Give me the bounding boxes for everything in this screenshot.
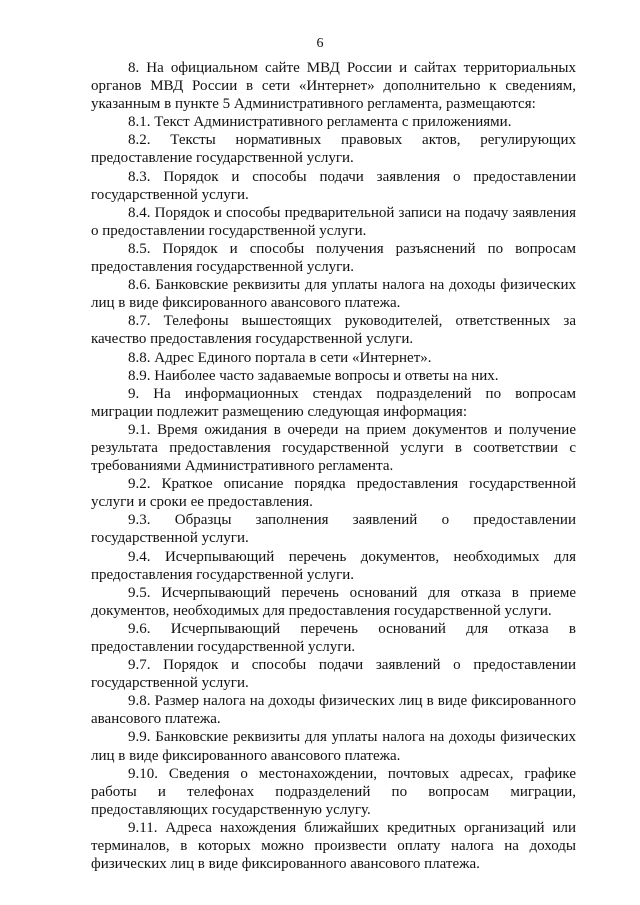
- paragraph-8-7: 8.7. Телефоны вышестоящих руководителей, ответственных за качество предоставления государственной услуги.: [91, 313, 576, 348]
- paragraph-8-1: 8.1. Текст Административного регламента с приложениями.: [128, 114, 512, 131]
- paragraph-8: 8. На официальном сайте МВД России и сайтах территориальных органов МВД России в сети «Интернет» дополнительно к сведениям, указанным в пункте 5 Административного регламента, размещаются:: [91, 60, 576, 113]
- paragraph-9-1: 9.1. Время ожидания в очереди на прием документов и получение результата предоставления государственной услуги в соответствии с требованиями Административного регламента.: [91, 421, 576, 475]
- paragraph-8-4: 8.4. Порядок и способы предварительной записи на подачу заявления о предоставлении государственной услуги.: [91, 204, 576, 239]
- paragraph-9: 9. На информационных стендах подразделений по вопросам миграции подлежит размещению следующая информация:: [91, 385, 576, 420]
- paragraph-9-6: 9.6. Исчерпывающий перечень оснований для отказа в предоставлении государственной услуги.: [91, 620, 576, 655]
- paragraph-8-9: 8.9. Наиболее часто задаваемые вопросы и ответы на них.: [128, 367, 499, 384]
- paragraph-8-6: 8.6. Банковские реквизиты для уплаты налога на доходы физических лиц в виде фиксированного авансового платежа.: [91, 277, 576, 312]
- paragraph-9-7: 9.7. Порядок и способы подачи заявлений о предоставлении государственной услуги.: [91, 657, 576, 692]
- document-body: [91, 59, 576, 873]
- paragraph-9-10: 9.10. Сведения о местонахождении, почтовых адресах, графике работы и телефонах подразделений по вопросам миграции, предоставляющих государственную услугу.: [91, 765, 576, 818]
- paragraph-8-5: 8.5. Порядок и способы получения разъяснений по вопросам предоставления государственной услуги.: [91, 240, 576, 276]
- page-number: 6: [316, 36, 324, 51]
- paragraph-8-3: 8.3. Порядок и способы подачи заявления о предоставлении государственной услуги.: [91, 168, 576, 203]
- paragraph-9-9: 9.9. Банковские реквизиты для уплаты налога на доходы физических лиц в виде фиксированного авансового платежа.: [91, 729, 576, 764]
- paragraph-9-2: 9.2. Краткое описание порядка предоставления государственной услуги и сроки ее предоставления.: [91, 476, 576, 511]
- paragraph-9-3: 9.3. Образцы заполнения заявлений о предоставлении государственной услуги.: [91, 512, 576, 547]
- paragraph-8-2: 8.2. Тексты нормативных правовых актов, регулирующих предоставление государственной услуги.: [91, 132, 576, 167]
- paragraph-8-8: 8.8. Адрес Единого портала в сети «Интернет».: [128, 349, 432, 366]
- paragraph-9-8: 9.8. Размер налога на доходы физических лиц в виде фиксированного авансового платежа.: [91, 693, 576, 728]
- paragraph-9-11: 9.11. Адреса нахождения ближайших кредитных организаций или терминалов, в которых можно произвести оплату налога на доходы физических лиц в виде фиксированного авансового платежа.: [91, 819, 576, 873]
- paragraph-9-4: 9.4. Исчерпывающий перечень документов, необходимых для предоставления государственной услуги.: [91, 548, 576, 583]
- paragraph-9-5: 9.5. Исчерпывающий перечень оснований для отказа в приеме документов, необходимых для предоставления государственной услуги.: [91, 584, 576, 619]
